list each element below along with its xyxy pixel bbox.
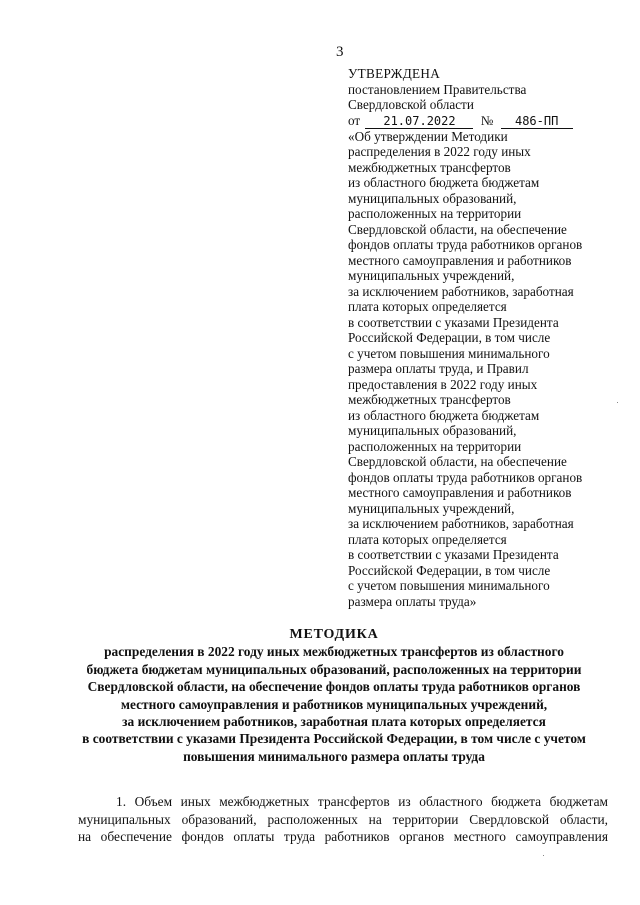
page-number: 3 bbox=[336, 44, 344, 60]
approval-title-line: Российской Федерации, в том числе bbox=[348, 330, 551, 345]
approval-line: Свердловской области bbox=[348, 97, 474, 112]
approval-title-line: плата которых определяется bbox=[348, 531, 507, 547]
approval-title-line: в соответствии с указами Президента bbox=[348, 547, 559, 562]
approval-date: 21.07.2022 bbox=[365, 115, 473, 129]
approval-title-line: местного самоуправления и работников bbox=[348, 485, 572, 500]
body-line: муниципальных образований, расположенных на территории Свердловской области, bbox=[78, 811, 608, 827]
approval-title-line: «Об утверждении Методики bbox=[348, 128, 508, 144]
approval-title-line: с учетом повышения минимального bbox=[348, 345, 550, 361]
approval-title-line: предоставления в 2022 году иных bbox=[348, 376, 538, 392]
approval-stamp bbox=[348, 66, 618, 609]
approval-title-line: муниципальных образований, bbox=[348, 190, 517, 206]
document-title-line: бюджета бюджетам муниципальных образований, расположенных на территории bbox=[86, 661, 582, 677]
scan-speck bbox=[617, 402, 618, 403]
approval-title-line: из областного бюджета бюджетам bbox=[348, 407, 540, 423]
approval-title-line: фондов оплаты труда работников органов bbox=[348, 469, 583, 485]
document-heading: МЕТОДИКА bbox=[289, 627, 379, 642]
approval-title-line: в соответствии с указами Президента bbox=[348, 314, 559, 330]
approval-title-line: фондов оплаты труда работников органов bbox=[348, 237, 583, 252]
approval-title-line: размера оплаты труда, и Правил bbox=[348, 361, 529, 376]
document-title-line: за исключением работников, заработная плата которых определяется bbox=[122, 714, 546, 730]
approval-title-line: с учетом повышения минимального bbox=[348, 578, 550, 593]
approval-title-line: распределения в 2022 году иных bbox=[348, 144, 531, 159]
approval-heading: УТВЕРЖДЕНА bbox=[348, 66, 441, 81]
approval-title-line: расположенных на территории bbox=[348, 206, 522, 221]
approval-number: 486-ПП bbox=[501, 115, 573, 129]
approval-title-line: межбюджетных трансфертов bbox=[348, 392, 511, 407]
document-title-line: местного самоуправления и работников муниципальных учреждений, bbox=[120, 696, 548, 712]
body-paragraph bbox=[78, 793, 608, 846]
approval-title-line: расположенных на территории bbox=[348, 438, 522, 454]
approval-title-line: межбюджетных трансфертов bbox=[348, 159, 511, 175]
approval-title-line: за исключением работников, заработная bbox=[348, 516, 574, 531]
approval-title-line: плата которых определяется bbox=[348, 299, 507, 314]
body-line: 1. Объем иных межбюджетных трансфертов из областного бюджета бюджетам bbox=[116, 794, 608, 809]
approval-title-line: муниципальных учреждений, bbox=[348, 500, 515, 516]
document-title-line: в соответствии с указами Президента Российской Федерации, в том числе с учетом bbox=[82, 731, 586, 747]
date-prefix: от bbox=[348, 112, 361, 128]
document-title bbox=[60, 626, 608, 765]
approval-line: постановлением Правительства bbox=[348, 81, 527, 97]
approval-title-line: за исключением работников, заработная bbox=[348, 283, 574, 299]
scan-speck bbox=[543, 855, 544, 856]
number-sign: № bbox=[480, 112, 494, 128]
approval-title-line: муниципальных учреждений, bbox=[348, 268, 515, 283]
document-title-line: распределения в 2022 году иных межбюджетных трансфертов из областного bbox=[104, 644, 564, 660]
approval-title-line: Свердловской области, на обеспечение bbox=[348, 454, 567, 469]
approval-title-line: из областного бюджета бюджетам bbox=[348, 175, 540, 190]
approval-title-line: Российской Федерации, в том числе bbox=[348, 562, 551, 578]
approval-title-line: муниципальных образований, bbox=[348, 423, 517, 438]
approval-title-line: Свердловской области, на обеспечение bbox=[348, 221, 567, 237]
body-line: на обеспечение фондов оплаты труда работников органов местного самоуправления bbox=[78, 829, 608, 844]
approval-date-row bbox=[348, 113, 618, 129]
approval-title-line: местного самоуправления и работников bbox=[348, 252, 572, 268]
approval-title-line: размера оплаты труда» bbox=[348, 593, 477, 609]
document-title-line: Свердловской области, на обеспечение фондов оплаты труда работников органов bbox=[87, 679, 581, 695]
document-title-line: повышения минимального размера оплаты труда bbox=[183, 748, 485, 764]
